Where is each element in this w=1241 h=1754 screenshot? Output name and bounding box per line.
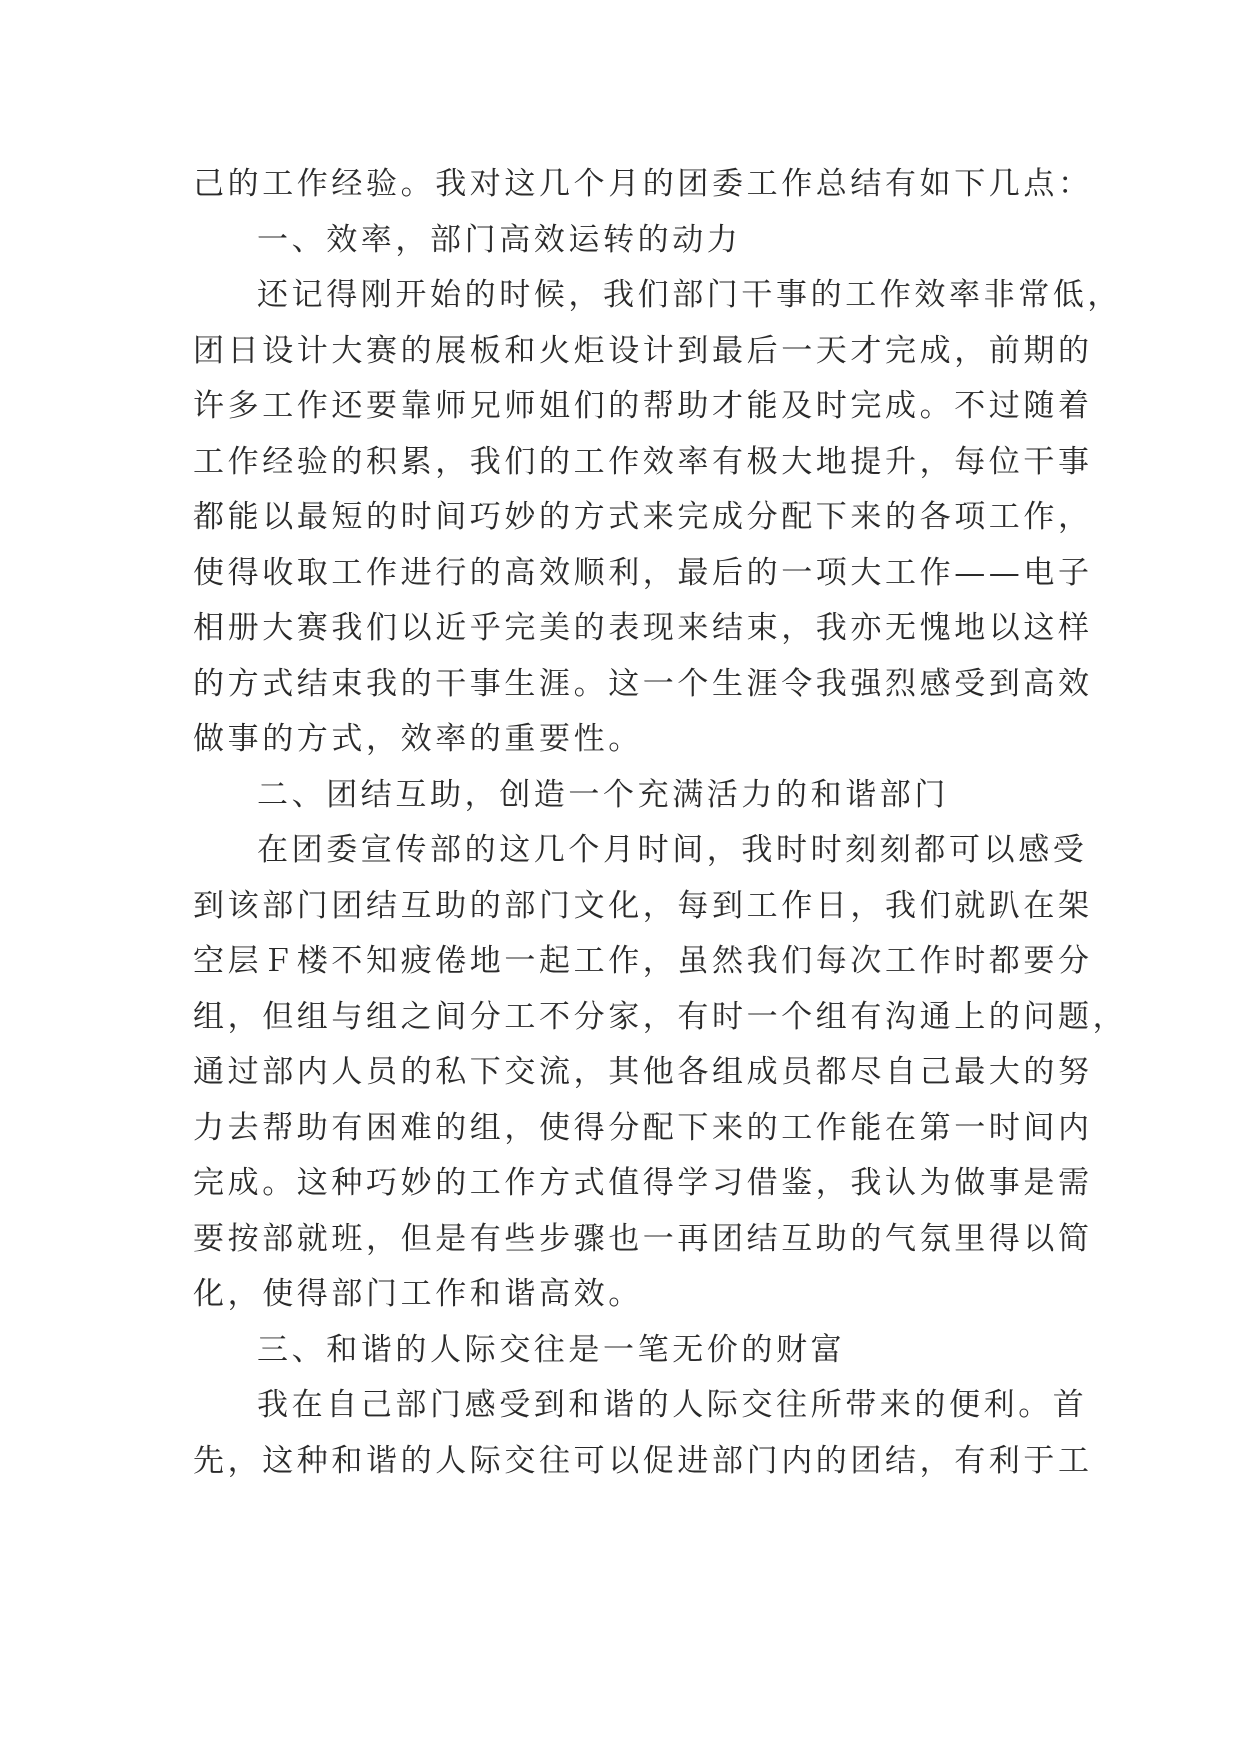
text-line: 空层Ｆ楼不知疲倦地一起工作，虽然我们每次工作时都要分 [193, 943, 1093, 979]
section-heading: 二、团结互助，创造一个充满活力的和谐部门 [257, 776, 949, 813]
text-line: 到该部门团结互助的部门文化，每到工作日，我们就趴在架 [193, 887, 1093, 924]
paragraph-start-line: 我在自己部门感受到和谐的人际交往所带来的便利。首 [257, 1387, 1088, 1423]
text-line: 要按部就班，但是有些步骤也一再团结互助的气氛里得以简 [193, 1220, 1093, 1257]
section-heading: 一、效率，部门高效运转的动力 [257, 221, 742, 258]
text-line: 先，这种和谐的人际交往可以促进部门内的团结，有利于工 [193, 1442, 1093, 1479]
text-line: 使得收取工作进行的高效顺利，最后的一项大工作——电子 [193, 554, 1093, 591]
text-line: 力去帮助有困难的组，使得分配下来的工作能在第一时间内 [193, 1109, 1093, 1146]
text-line: 相册大赛我们以近乎完美的表现来结束，我亦无愧地以这样 [193, 610, 1093, 646]
text-line: 做事的方式，效率的重要性。 [193, 721, 643, 757]
text-line: 组，但组与组之间分工不分家，有时一个组有沟通上的问题， [193, 998, 1128, 1035]
text-line: 都能以最短的时间巧妙的方式来完成分配下来的各项工作， [193, 499, 1093, 535]
paragraph-start-line: 在团委宣传部的这几个月时间，我时时刻刻都可以感受 [257, 832, 1088, 868]
paragraph-start-line: 还记得刚开始的时候，我们部门干事的工作效率非常低， [257, 277, 1122, 313]
text-line: 完成。这种巧妙的工作方式值得学习借鉴，我认为做事是需 [193, 1165, 1093, 1201]
text-line: 通过部内人员的私下交流，其他各组成员都尽自己最大的努 [193, 1054, 1093, 1090]
text-line: 的方式结束我的干事生涯。这一个生涯令我强烈感受到高效 [193, 665, 1093, 702]
text-line: 团日设计大赛的展板和火炬设计到最后一天才完成，前期的 [193, 332, 1093, 369]
text-line: 工作经验的积累，我们的工作效率有极大地提升，每位干事 [193, 443, 1093, 480]
text-line: 己的工作经验。我对这几个月的团委工作总结有如下几点： [193, 166, 1093, 202]
document-body [193, 157, 1128, 1489]
text-line: 许多工作还要靠师兄师姐们的帮助才能及时完成。不过随着 [193, 388, 1093, 424]
text-line: 化，使得部门工作和谐高效。 [193, 1276, 643, 1312]
section-heading: 三、和谐的人际交往是一笔无价的财富 [257, 1331, 846, 1368]
